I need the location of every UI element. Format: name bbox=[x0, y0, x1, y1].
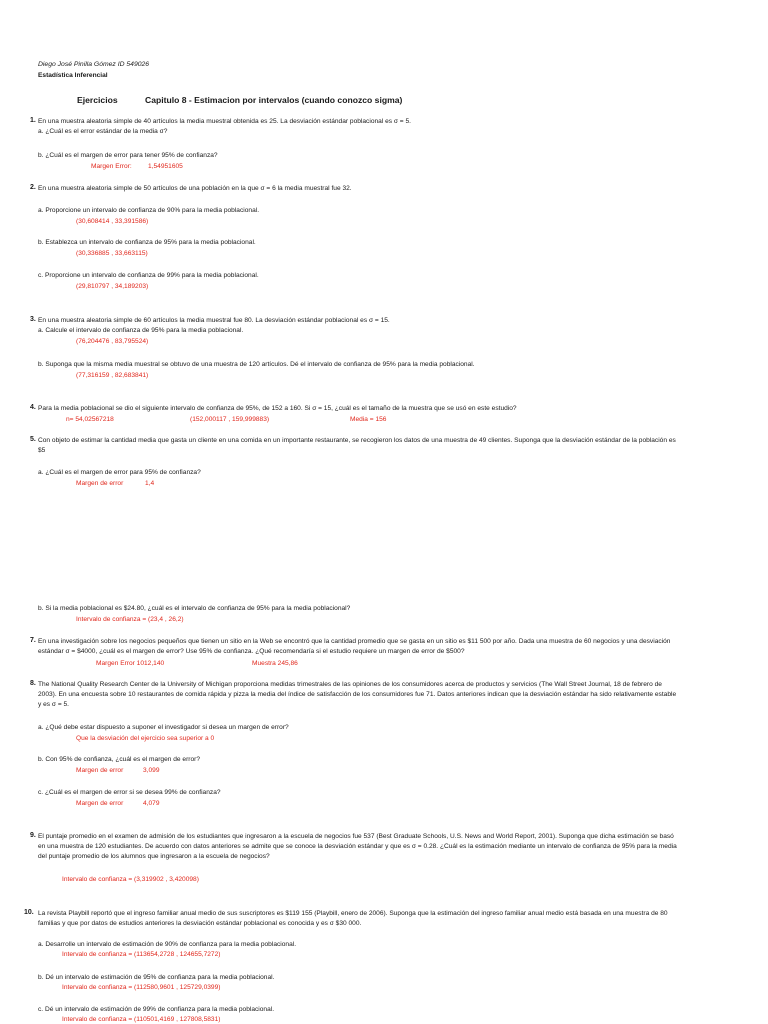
q3-b: b. Suponga que la misma media muestral se obtuvo de una muestra de 120 artículos. Dé el intervalo de confianza de 95% para la media poblacional. bbox=[38, 361, 475, 368]
q1-b-answer-value: 1,54951605 bbox=[148, 163, 183, 170]
q8-b: b. Con 95% de confianza, ¿cuál es el margen de error? bbox=[38, 756, 201, 763]
q3-a-answer: (76,204476 , 83,795524) bbox=[76, 338, 149, 345]
q10-c-answer: Intervalo de confianza = (110501,4169 , 127808,5831) bbox=[62, 1016, 221, 1023]
q10-b-answer: Intervalo de confianza = (112580,9601 , 125729,0399) bbox=[62, 984, 221, 991]
q3-b-answer: (77,316159 , 82,683841) bbox=[76, 372, 149, 379]
q8-text3: y es σ = 5. bbox=[38, 701, 70, 708]
q5-a-label: Margen de error bbox=[76, 480, 124, 487]
q1-b-answer-label: Margen Error: bbox=[91, 163, 132, 170]
q9-text3: del puntaje promedio de los alumnos que ingresaron a la escuela de negocios? bbox=[38, 853, 270, 860]
course-name: Estadística Inferencial bbox=[38, 72, 108, 79]
q9-text2: en una muestra de 120 estudiantes. De acuerdo con datos anteriores se admite que se conoce la desviación estándar y que es σ = 0.28. ¿Cuál es la estimación mediante un intervalo de confianza de 95% para la media bbox=[38, 843, 677, 850]
q8-text: The National Quality Research Center de la University of Michigan proporciona medidas trimestrales de las opiniones de los consumidores acerca de productos y servicios (The Wall Street Journal, 18 de febrero de bbox=[38, 681, 662, 688]
q2-b: b. Establezca un intervalo de confianza de 95% para la media poblacional. bbox=[38, 239, 256, 246]
q4-text: Para la media poblacional se dio el siguiente intervalo de confianza de 95%, de 152 a 160. Si σ = 15, ¿cuál es el tamaño de la muestra que se usó en este estudio? bbox=[38, 405, 517, 412]
chapter-title: Capitulo 8 - Estimacion por intervalos (cuando conozco sigma) bbox=[145, 95, 403, 105]
q5-number: 5. bbox=[30, 436, 36, 443]
q1-b: b. ¿Cuál es el margen de error para tener 95% de confianza? bbox=[38, 152, 218, 159]
q4-answer-interval: (152,000117 , 159,999883) bbox=[190, 416, 270, 423]
q8-b-label: Margen de error bbox=[76, 767, 124, 774]
q10-a-answer: Intervalo de confianza = (113654,2728 , 124655,7272) bbox=[62, 951, 221, 958]
q5-a-value: 1,4 bbox=[145, 480, 155, 487]
q8-a: a. ¿Qué debe estar dispuesto a suponer el investigador si desea un margen de error? bbox=[38, 724, 289, 731]
q10-c: c. Dé un intervalo de estimación de 99% de confianza para la media poblacional. bbox=[38, 1006, 275, 1013]
q1-text: En una muestra aleatoria simple de 40 artículos la media muestral obtenida es 25. La desviación estándar poblacional es σ = 5. bbox=[38, 118, 411, 125]
q3-number: 3. bbox=[30, 316, 36, 323]
q7-answer-sample: Muestra 245,86 bbox=[252, 660, 298, 667]
q9-number: 9. bbox=[30, 832, 36, 839]
q7-number: 7. bbox=[30, 637, 36, 644]
q1-number: 1. bbox=[30, 117, 36, 124]
q4-answer-n: n= 54,02567218 bbox=[66, 416, 114, 423]
q4-answer-mean: Media = 156 bbox=[350, 416, 387, 423]
q3-a: a. Calcule el intervalo de confianza de 95% para la media poblacional. bbox=[38, 327, 244, 334]
q2-number: 2. bbox=[30, 184, 36, 191]
q5-text: Con objeto de estimar la cantidad media que gasta un cliente en una comida en un importante restaurante, se recogieron los datos de una muestra de 49 clientes. Suponga que la desviación estándar de la población es bbox=[38, 437, 676, 444]
q7-text: En una investigación sobre los negocios pequeños que tienen un sitio en la Web se encontró que la cantidad promedio que se gasta en un sitio es $11 500 por año. Dada una muestra de 60 negocios y una desviación bbox=[38, 638, 671, 645]
q2-c-answer: (29,810797 , 34,189203) bbox=[76, 283, 149, 290]
q2-text: En una muestra aleatoria simple de 50 artículos de una población en la que σ = 6 la media muestral fue 32. bbox=[38, 185, 352, 192]
q8-number: 8. bbox=[30, 680, 36, 687]
q10-b: b. Dé un intervalo de estimación de 95% de confianza para la media poblacional. bbox=[38, 974, 275, 981]
q8-c-value: 4,079 bbox=[143, 800, 160, 807]
q4-number: 4. bbox=[30, 404, 36, 411]
q8-c-label: Margen de error bbox=[76, 800, 124, 807]
q7-answer-error: Margen Error 1012,140 bbox=[96, 660, 165, 667]
q7-text2: estándar σ = $4000, ¿cuál es el margen de error? Use 95% de confianza. ¿Qué recomendaría si el estudio requiere un margen de error de $500? bbox=[38, 648, 465, 655]
q2-a: a. Proporcione un intervalo de confianza de 90% para la media poblacional. bbox=[38, 207, 260, 214]
q3-text: En una muestra aleatoria simple de 60 artículos la media muestral fue 80. La desviación estándar poblacional es σ = 15. bbox=[38, 317, 390, 324]
section-title: Ejercicios bbox=[77, 95, 118, 105]
q8-b-value: 3,099 bbox=[143, 767, 160, 774]
q5-text2: $5 bbox=[38, 447, 46, 454]
q9-answer: Intervalo de confianza = (3,319902 , 3,420098) bbox=[62, 876, 199, 883]
q5-b-answer: Intervalo de confianza = (23,4 , 26,2) bbox=[76, 616, 184, 623]
q2-b-answer: (30,336885 , 33,663115) bbox=[76, 250, 148, 257]
q10-number: 10. bbox=[24, 909, 34, 916]
q5-a: a. ¿Cuál es el margen de error para 95% de confianza? bbox=[38, 469, 201, 476]
q2-a-answer: (30,608414 , 33,391586) bbox=[76, 218, 149, 225]
q8-text2: 2003). En una encuesta sobre 10 restaurantes de comida rápida y pizza la media del índice de satisfacción de los consumidores fue 71. Datos anteriores indican que la desviación estándar ha sido relativamente estable bbox=[38, 691, 677, 698]
q10-text: La revista Playbill reportó que el ingreso familiar anual medio de sus suscriptores es $119 155 (Playbill, enero de 2006). Suponga que la estimación del ingreso familiar anual medio está basada en una muestra de 80 bbox=[38, 910, 668, 917]
author-line: Diego José Pinilla Gómez ID 549026 bbox=[38, 61, 150, 68]
q8-a-answer: Que la desviación del ejercicio sea superior a 0 bbox=[76, 735, 215, 742]
q10-text2: familias y que por datos de estudios anteriores la desviación estándar poblacional es conocida y es σ $30 000. bbox=[38, 920, 362, 927]
q10-a: a. Desarrolle un intervalo de estimación de 90% de confianza para la media poblacional. bbox=[38, 941, 297, 948]
q5-b: b. Si la media poblacional es $24.80, ¿cuál es el intervalo de confianza de 95% para la media poblacional? bbox=[38, 605, 351, 612]
q9-text: El puntaje promedio en el examen de admisión de los estudiantes que ingresaron a la escuela de negocios fue 537 (Best Graduate Schools, U.S. News and World Report, 2001). Suponga que dicha estimación se basó bbox=[38, 833, 674, 840]
q1-a: a. ¿Cuál es el error estándar de la media σ? bbox=[38, 128, 168, 135]
q2-c: c. Proporcione un intervalo de confianza de 99% para la media poblacional. bbox=[38, 272, 259, 279]
q8-c: c. ¿Cuál es el margen de error si se desea 99% de confianza? bbox=[38, 789, 221, 796]
